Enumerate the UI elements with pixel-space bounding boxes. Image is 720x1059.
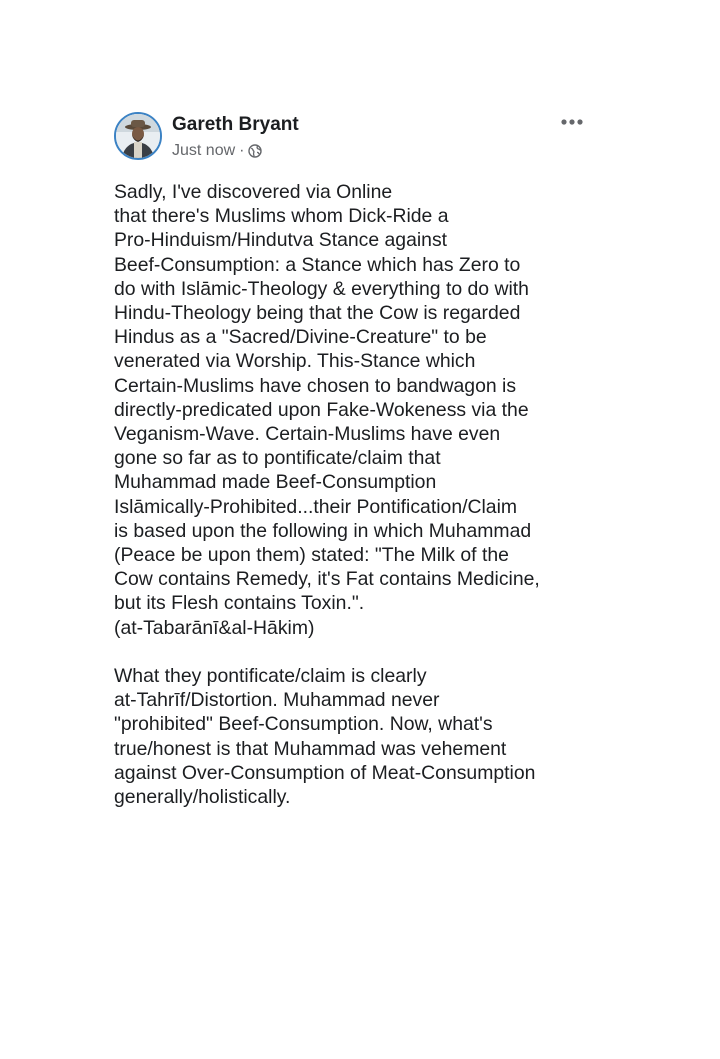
- text-line: at-Tahrīf/Distortion. Muhammad never: [114, 689, 440, 712]
- text-line: venerated via Worship. This-Stance which: [114, 350, 476, 373]
- text-line: Veganism-Wave. Certain-Muslims have even: [114, 423, 501, 446]
- text-line: Muhammad made Beef-Consumption: [114, 471, 437, 494]
- text-line: Islāmically-Prohibited...their Pontification/Claim: [114, 495, 518, 518]
- text-line: Beef-Consumption: a Stance which has Zero to: [114, 253, 521, 276]
- text-line: "prohibited" Beef-Consumption. Now, what's: [114, 713, 493, 736]
- text-line: Cow contains Remedy, it's Fat contains Medicine,: [114, 568, 540, 591]
- text-line: against Over-Consumption of Meat-Consumption: [114, 761, 536, 784]
- text-line: directly-predicated upon Fake-Wokeness via the: [114, 398, 529, 421]
- text-line: do with Islāmic-Theology & everything to do with: [114, 277, 529, 300]
- post-paragraph-2: [114, 664, 594, 809]
- post-text: [114, 180, 594, 809]
- text-line: but its Flesh contains Toxin.".: [114, 592, 365, 615]
- text-line: (Peace be upon them) stated: "The Milk of the: [114, 544, 509, 567]
- text-line: is based upon the following in which Muhammad: [114, 519, 532, 542]
- text-line: Pro-Hinduism/Hindutva Stance against: [114, 229, 448, 252]
- text-line: Sadly, I've discovered via Online: [114, 181, 393, 203]
- meta-separator: ·: [239, 142, 245, 159]
- text-line: that there's Muslims whom Dick-Ride a: [114, 205, 449, 228]
- avatar-image: [116, 114, 160, 158]
- post-paragraph-1: [114, 180, 594, 640]
- paragraph-spacer: [114, 640, 594, 664]
- text-line: (at-Tabarānī&al-Hākim): [114, 616, 315, 639]
- author-name[interactable]: Gareth Bryant: [172, 114, 299, 135]
- post-header: [114, 110, 594, 162]
- timestamp[interactable]: Just now: [172, 142, 236, 159]
- more-horizontal-icon[interactable]: [558, 112, 586, 132]
- avatar[interactable]: [114, 112, 162, 160]
- text-line: Hindus as a "Sacred/Divine-Creature" to be: [114, 326, 487, 349]
- globe-icon[interactable]: [248, 144, 262, 158]
- post-meta: [172, 142, 262, 160]
- text-line: gone so far as to pontificate/claim that: [114, 447, 441, 470]
- text-line: generally/holistically.: [114, 786, 291, 809]
- text-line: true/honest is that Muhammad was vehement: [114, 737, 507, 760]
- text-line: Hindu-Theology being that the Cow is regarded: [114, 302, 521, 325]
- text-line: What they pontificate/claim is clearly: [114, 665, 427, 688]
- text-line: Certain-Muslims have chosen to bandwagon is: [114, 374, 517, 397]
